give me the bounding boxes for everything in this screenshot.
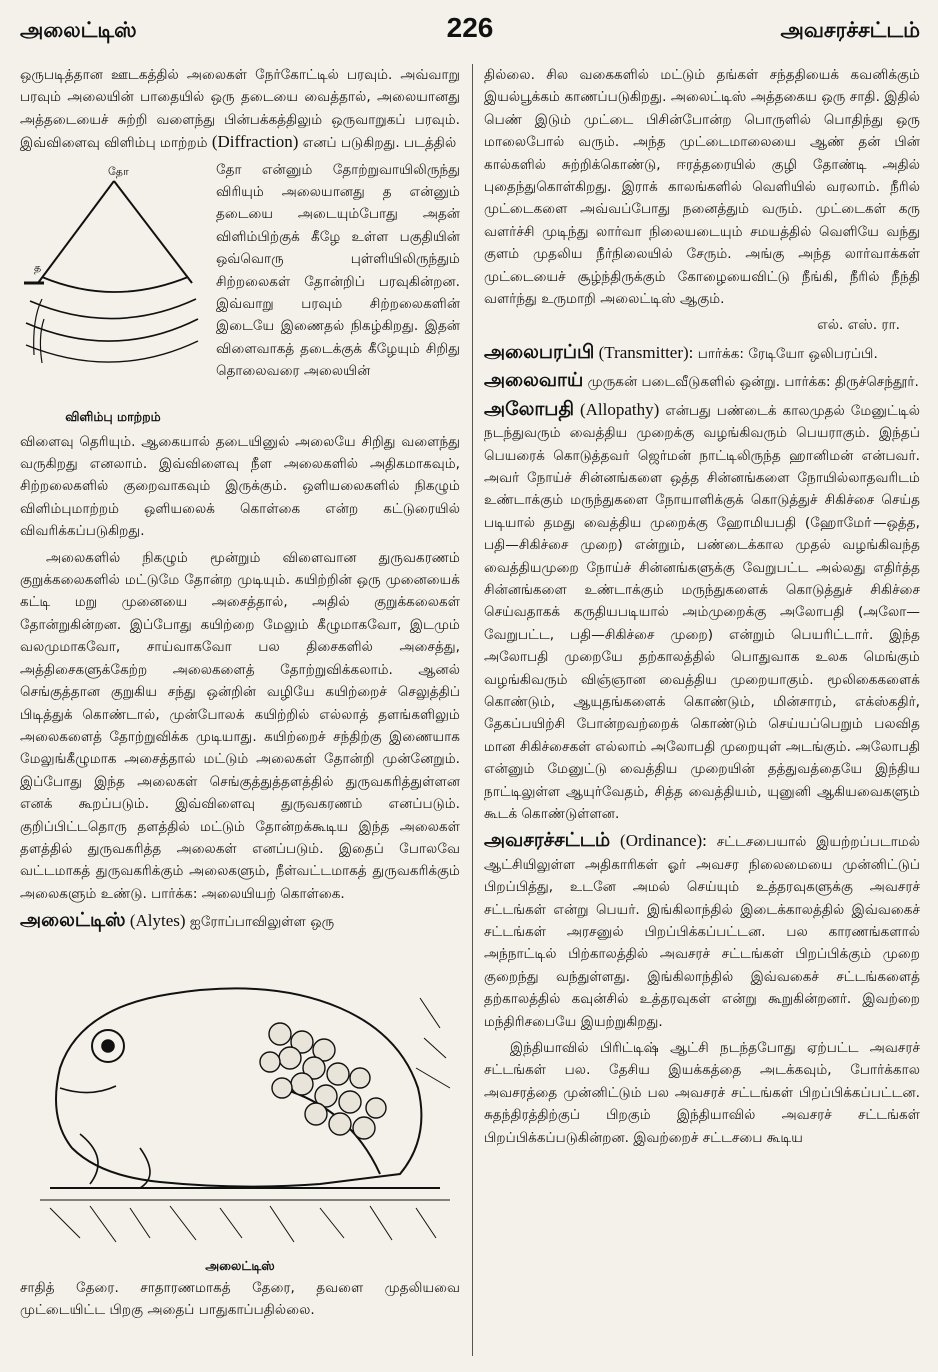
diffraction-figure [20, 159, 206, 429]
transmitter-crossref: பார்க்க: ரேடியோ ஒலிபரப்பி. [697, 345, 878, 362]
diffraction-latin: (Diffraction) [211, 132, 299, 152]
alytes-illustration [20, 938, 460, 1256]
author-signature: எல். எஸ். ரா. [817, 317, 900, 334]
ordinance-latin: (Ordinance): [620, 831, 707, 851]
obstacle-label: த [34, 260, 42, 274]
diffraction-wrap-text: தோ என்னும் தோற்றுவாயிலிருந்து விரியும் அலையானது த என்னும் தடையை அடையும்போது அதன் விளிம்பிற்குக் கீழே உள்ள பகுதியின் ஒவ்வொரு புள்ளியிலிருந்தும் சிற்றலைகள் தோன்றிப் பரவுகின்றன. இவ்வாறு பரவும் சிற்றலைகளின் இடையே இணைதல் நிகழ்கிறது. இதன் விளைவாகத் தடைக்குக் கீழேயும் சிறிது தொலைவரை அலையின் [216, 161, 460, 380]
column-divider [472, 64, 473, 1356]
ordinance-india-paragraph: இந்தியாவில் பிரிட்டிஷ் ஆட்சி நடந்தபோது ஏற்பட்ட அவசரச் சட்டங்கள் பல. தேசிய இயக்கத்தை அடக்கவும், போர்க்கால அவசரத்தை முன்னிட்டும் பல அவசரச் சட்டங்கள் பிறப்பிக்கப்பட்டன. சுதந்திரத்திற்குப் பிறகும் இந்தியாவில் அவசரச் சட்டங்கள் பிறப்பிக்கப்படுகின்றன. இவற்றைச் சட்டசபை கூடிய [484, 1040, 920, 1146]
ordinance-text: சட்டசபையால் இயற்றப்படாமல் ஆட்சியிலுள்ள அதிகாரிகள் ஓர் அவசர நிலைமையை முன்னிட்டுப் பிறப்பித்து, உடனே அமல் செய்யும் உத்தரவுகளுக்கு அவசரச் சட்டங்கள் என்று பெயர். இங்கிலாந்தில் இடைக்காலத்தில் இவ்வகைச் சட்டங்கள் அரசனுல் பிறப்பிக்கப்பட்டன. பல காரணங்களால் அந்நாட்டில் பிற்காலத்தில் அவசரச் சட்டங்கள் பிறப்பிக்கும் முறை குறைந்து வந்துள்ளது. இங்கிலாந்தில் இவ்வகைச் சட்டங்களைத் தற்காலத்தில் கவுன்சில் உத்தரவுகள் என்று கூறுகின்றனர். இவற்றை மந்திரிசபையே இயற்றுகிறது. [484, 834, 920, 1030]
allopathy-latin: (Allopathy) [579, 399, 660, 419]
alaivai-text: முருகன் படைவீடுகளில் ஒன்று. பார்க்க: திருச்செந்தூர். [587, 374, 919, 391]
alytes-figure [20, 938, 460, 1275]
alytes-continued: தில்லை. சில வகைகளில் மட்டும் தங்கள் சந்ததியைக் கவனிக்கும் இயல்பூக்கம் காணப்படுகிறது. அலைட்டிஸ் அத்தகைய ஒரு சாதி. இதில் பெண் இடும் முட்டை பிசின்போன்ற பொருளில் பொதிந்து ஒரு மாலைபோல் வரும். அந்த முட்டைமாலையை ஆண் தன் பின் கால்களில் சுற்றிக்கொண்டு, ஈரத்தரையில் குழி தோண்டி அதில் புதைந்துகொள்கிறது. இராக் காலங்களில் வெளியில் வரலாம். நீரில் முட்டைகளை அவ்வப்போது நனைத்தும் வரும். முட்டைகள் கரு வளர்ச்சி முடிந்து லார்வா நிலையடையும் சமயத்தில் வெளியே வந்து குளம் முதலிய நீர்நிலையில் சேரும். அங்கு அந்த லார்வாக்கள் முட்டையைச் சூழ்ந்திருக்கும் கோழையைவிட்டு நீங்கி, நீரில் நீந்தி வளர்ந்து உருமாறி அலைட்டிஸ் ஆகும். [484, 67, 920, 308]
transmitter-entry [484, 341, 920, 365]
allopathy-entry [484, 398, 920, 826]
allopathy-headword: அலோபதி [484, 397, 575, 420]
running-head-right: அவசரச்சட்டம் [780, 18, 920, 42]
diffraction-diagram [20, 159, 206, 407]
diffraction-figure-block [20, 159, 460, 431]
alytes-entry [20, 909, 460, 933]
diffraction-paragraph-tail: விளைவு தெரியும். ஆகையால் தடையினுல் அலையே சிறிது வளைந்து வருகிறது எனலாம். இவ்விளைவு நீள அலைகளில் அதிகமாகவும், சிற்றலைகளில் குறைவாகவும் இருக்கும். ஒளியலைகளில் நிகழும் விளிம்புமாற்றம் ஒளியலைக் கொள்கை என்ற கட்டுரையில் விவரிக்கப்படுகிறது. [20, 433, 460, 540]
running-head-left: அலைட்டிஸ் [20, 18, 137, 42]
transmitter-headword: அலைபரப்பி [484, 340, 595, 363]
diffraction-text-1: ஒருபடித்தான ஊடகத்தில் அலைகள் நேர்கோட்டில் பரவும். அவ்வாறு பரவும் அலையின் பாதையில் ஒரு தடையை வைத்தால், அலையானது அத்தடையைச் சுற்றி வளைந்து பின்பக்கத்திலும் ஒருவாறுகப் பரவும். இவ்விளைவு விளிம்பு மாற்றம் [20, 67, 460, 152]
diffraction-paragraph-lead [20, 64, 460, 155]
diffraction-caption: விளிம்பு மாற்றம் [65, 408, 161, 424]
polarization-paragraph: அலைகளில் நிகழும் மூன்றும் விளைவான துருவகரணம் குறுக்கலைகளில் மட்டுமே தோன்ற முடியும். கயிற்றின் ஒரு முனையைக் கட்டி மறு முனையை அசைத்தால், அதில் குறுக்கலைகள் தோன்றுகின்றன. இப்போது கயிற்றை மேலும் கீழுமாகவோ, இடமும் வலமுமாகவோ, சாய்வாகவோ பல திசைகளில் அசைத்து, அத்திசைகளுக்கேற்ற அலைகளைத் தோற்றுவிக்கலாம். ஆனல் செங்குத்தான குறுகிய சந்து ஒன்றின் வழியே கயிற்றைச் செலுத்திப் பிடித்துக் கொண்டால், முன்போலக் கயிற்றில் எல்லாத் தளங்களிலும் அலைகளைத் தோற்றுவிக்க முடியாது. கயிற்றைச் சந்திற்கு இணையாக மேலுங்கீழுமாக அசைத்தால் மட்டும் அலைகள் தோன்றி முன்னேறும். இப்போது இந்த அலைகள் செங்குத்துத்தளத்தில் துருவகரித்துள்ளன எனக் கூறப்படும். இவ்விளைவு துருவகரணம் எனப்படும். குறிப்பிட்டதொரு தளத்தில் மட்டும் தோன்றக்கூடிய இந்த அலைகள் தளத்தில் துருவகரித்த அலைகள் எனப்படும். இதைப் போலவே வட்டமாகத் துருவகரிக்கும் அலைகளும், நீள்வட்டமாகத் துருவகரிக்கும் அலைகளும் உண்டு. பார்க்க: அலையியற் கொள்கை. [20, 549, 460, 902]
left-column [20, 64, 460, 1358]
alytes-caption: அலைட்டிஸ் [205, 1257, 275, 1273]
alaivai-entry [484, 369, 920, 393]
alytes-paragraph: சாதித் தேரை. சாதாரணமாகத் தேரை, தவளை முதலியவை முட்டையிட்ட பிறகு அதைப் பாதுகாப்பதில்லை. [20, 1279, 460, 1318]
transmitter-latin: (Transmitter): [598, 342, 694, 362]
diffraction-text-2: எனப் படுகிறது. படத்தில் [302, 135, 457, 152]
page-header [20, 14, 920, 48]
allopathy-text: என்பது பண்டைக் காலமுதல் மேனுட்டில் நடந்துவரும் வைத்திய முறைக்கு வழங்கிவரும் பெயராகும். இந்தப் பெயரைக் கொடுத்தவர் ஜெர்மன் நாட்டிலிருந்த ஹானிமன் என்பவர். அவர் நோய்ச் சின்னங்களை ஒத்த சின்னங்களை நோயில்லாதவரிடம் உண்டாக்கும் மருந்துகளை நோயாளிக்குக் கொடுத்துச் சிகிச்சை செய்த படியால் தமது வைத்திய முறைக்கு ஹோமியபதி (ஹோமோ்—ஒத்த, பதி—சிகிச்சை முறை) என்றும், பண்டைக்கால முதல் வழங்கிவந்த வைத்தியமுறை நோய்ச் சின்னங்களுக்கு வேறுபட்ட அல்லது எதிர்த்த சின்னங்களை உண்டாக்கும் மருந்துகளைக் கொடுத்துச் சிகிச்சை செய்வதாகக் கருதியபடியால் அம்முறைக்கு அலோபதி (அலோ—வேறுபட்ட, பதி—சிகிச்சை முறை) என்றும் பெயரிட்டார். இந்த அலோபதி முறையே தற்காலத்தில் பொதுவாக உலக மெங்கும் வழங்கிவரும் விஞ்ஞான வைத்திய முறையாகும். மூலிகைகளைக் கொண்டும், ஆயுதங்களைக் கொண்டும், மின்சாரம், எக்ஸ்கதிர், தேகப்பயிற்சி போன்றவற்றைக் கொண்டும் செய்யப்பெறும் பலவித மான சிகிச்சைகள் எல்லாம் அலோபதி முறையுள் அடங்கும். அலோபதி என்னும் மேனுட்டு வைத்திய முறையின் தத்துவத்தையே இந்திய நாட்டிலுள்ள ஆயுர்வேதம், சித்த வைத்தியம், யுனுனி ஆகியவைகளும் கூடக் கொண்டுள்ளன. [484, 402, 920, 822]
alaivai-headword: அலைவாய் [484, 369, 584, 392]
ordinance-entry [484, 829, 920, 1033]
page-number: 226 [446, 12, 494, 43]
source-label: தோ [108, 164, 129, 178]
alytes-latin: (Alytes) [129, 911, 186, 931]
right-column [484, 64, 920, 1358]
alytes-intro: ஐரோப்பாவிலுள்ள ஒரு [189, 914, 335, 931]
ordinance-headword: அவசரச்சட்டம் [484, 829, 611, 852]
alytes-headword: அலைட்டிஸ் [20, 909, 126, 932]
